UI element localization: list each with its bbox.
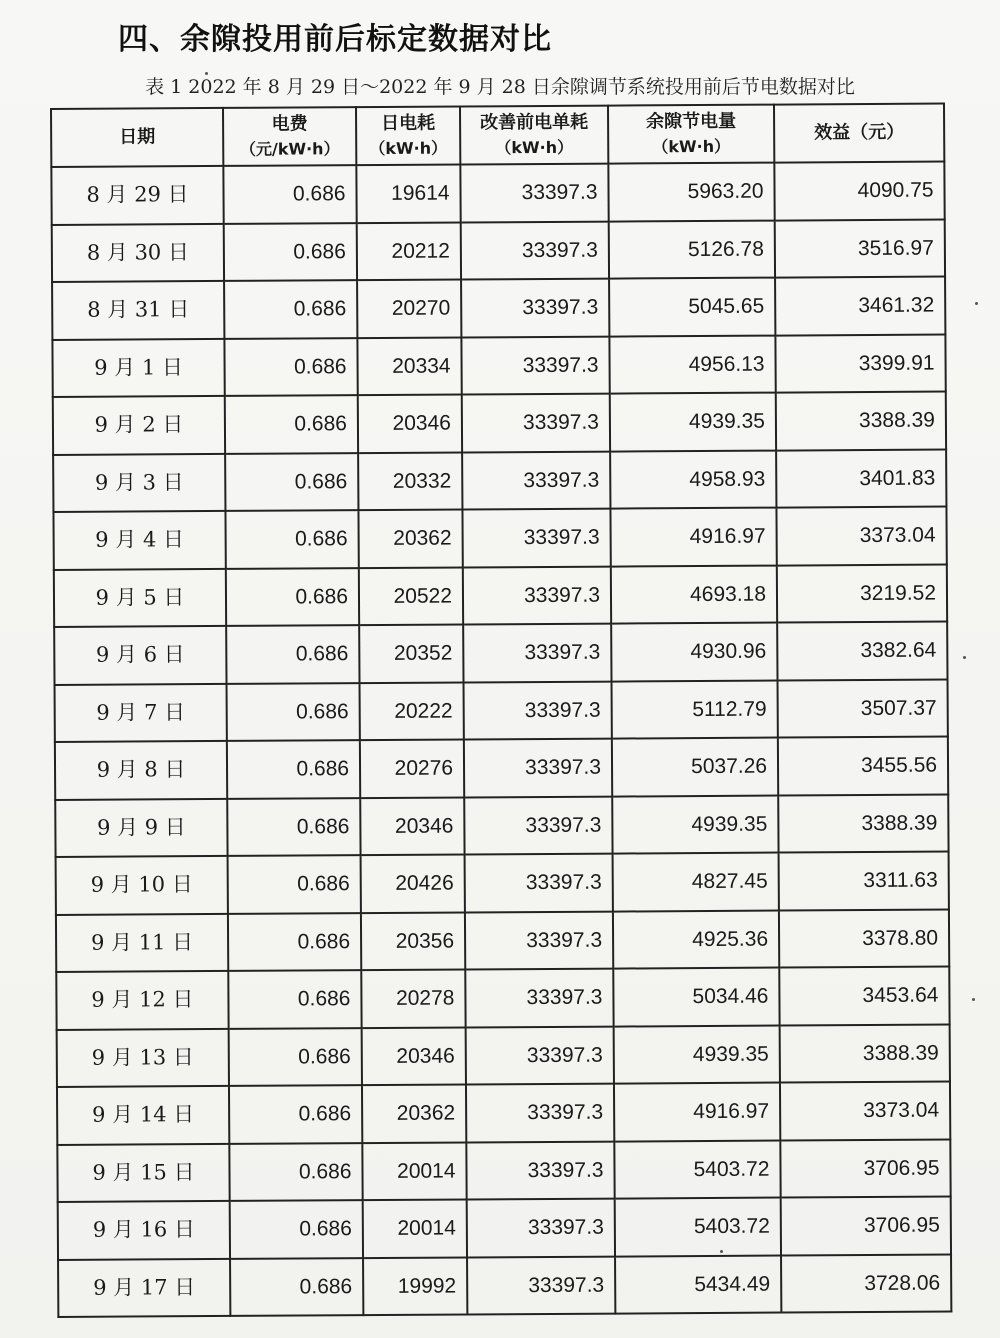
table-row <box>56 967 949 1030</box>
price-cell: 0.686 <box>229 1085 362 1143</box>
price-cell: 0.686 <box>229 1028 362 1086</box>
daily-consumption-cell: 20356 <box>361 912 465 970</box>
daily-consumption-cell: 20014 <box>363 1199 467 1257</box>
savings-cell: 5403.72 <box>615 1198 781 1257</box>
header-unit: （kW·h） <box>369 138 448 159</box>
table-row <box>58 1254 951 1317</box>
daily-consumption-cell: 20014 <box>362 1142 466 1200</box>
price-cell: 0.686 <box>224 280 357 338</box>
benefit-cell: 3399.91 <box>775 334 945 393</box>
baseline-consumption-cell: 33397.3 <box>467 1199 615 1257</box>
daily-consumption-cell: 20362 <box>358 509 462 567</box>
benefit-cell: 3373.04 <box>780 1082 950 1141</box>
daily-consumption-cell: 20276 <box>360 739 464 797</box>
daily-consumption-cell: 20362 <box>362 1084 466 1142</box>
benefit-cell: 3516.97 <box>775 219 945 278</box>
daily-consumption-cell: 20522 <box>359 567 463 625</box>
date-cell: 9 月 17 日 <box>58 1258 230 1317</box>
table-row <box>57 1024 950 1087</box>
price-cell: 0.686 <box>227 683 360 741</box>
header-unit: （kW·h） <box>495 137 574 158</box>
price-cell: 0.686 <box>229 1143 362 1201</box>
baseline-consumption-cell: 33397.3 <box>466 1141 614 1199</box>
price-cell: 0.686 <box>226 625 359 683</box>
baseline-consumption-cell: 33397.3 <box>465 854 613 912</box>
baseline-consumption-cell: 33397.3 <box>464 681 612 739</box>
daily-consumption-cell: 20278 <box>361 969 465 1027</box>
table-row <box>53 392 946 455</box>
speck <box>972 998 975 1001</box>
benefit-cell: 3455.56 <box>778 737 948 796</box>
savings-cell: 4939.35 <box>610 393 776 452</box>
date-cell: 9 月 2 日 <box>53 396 225 455</box>
savings-cell: 4939.35 <box>612 795 778 854</box>
table-row <box>57 1139 950 1202</box>
header-label: 日电耗 <box>381 112 436 134</box>
savings-cell: 5037.26 <box>612 738 778 797</box>
benefit-cell: 3382.64 <box>777 622 947 681</box>
daily-consumption-cell: 20212 <box>357 222 461 280</box>
table-row <box>52 219 945 282</box>
header-label: 改善前电单耗 <box>480 111 589 134</box>
baseline-consumption-cell: 33397.3 <box>465 969 613 1027</box>
header-daily-consumption <box>356 106 460 165</box>
daily-consumption-cell: 20346 <box>358 394 462 452</box>
table-row <box>55 737 948 800</box>
daily-consumption-cell: 20426 <box>361 854 465 912</box>
daily-consumption-cell: 20346 <box>360 797 464 855</box>
savings-cell: 5126.78 <box>609 220 775 279</box>
price-cell: 0.686 <box>228 913 361 971</box>
baseline-consumption-cell: 33397.3 <box>466 1026 614 1084</box>
savings-cell: 5112.79 <box>612 680 778 739</box>
price-cell: 0.686 <box>228 855 361 913</box>
savings-cell: 4930.96 <box>611 623 777 682</box>
price-cell: 0.686 <box>225 510 358 568</box>
savings-cell: 4958.93 <box>610 450 776 509</box>
date-cell: 9 月 9 日 <box>55 798 227 857</box>
date-cell: 9 月 15 日 <box>57 1143 229 1202</box>
header-label: 日期 <box>119 126 156 148</box>
benefit-cell: 3373.04 <box>776 507 946 566</box>
price-cell: 0.686 <box>228 970 361 1028</box>
header-savings <box>608 105 774 164</box>
benefit-cell: 3453.64 <box>779 967 949 1026</box>
date-cell: 9 月 16 日 <box>58 1201 230 1260</box>
baseline-consumption-cell: 33397.3 <box>462 509 610 567</box>
price-cell: 0.686 <box>225 453 358 511</box>
savings-cell: 5034.46 <box>613 968 779 1027</box>
header-date <box>51 108 223 167</box>
savings-cell: 4925.36 <box>613 910 779 969</box>
speck <box>975 302 978 305</box>
benefit-cell: 3378.80 <box>779 909 949 968</box>
savings-cell: 4693.18 <box>611 565 777 624</box>
baseline-consumption-cell: 33397.3 <box>461 279 609 337</box>
date-cell: 9 月 3 日 <box>53 453 225 512</box>
date-cell: 9 月 4 日 <box>53 511 225 570</box>
daily-consumption-cell: 20270 <box>357 279 461 337</box>
baseline-consumption-cell: 33397.3 <box>464 739 612 797</box>
price-cell: 0.686 <box>227 798 360 856</box>
baseline-consumption-cell: 33397.3 <box>465 911 613 969</box>
table-row <box>55 679 948 742</box>
table-row <box>51 162 944 225</box>
benefit-cell: 3388.39 <box>776 392 946 451</box>
daily-consumption-cell: 19614 <box>356 164 460 222</box>
date-cell: 9 月 12 日 <box>56 971 228 1030</box>
date-cell: 8 月 29 日 <box>51 166 223 225</box>
table-row <box>56 852 949 915</box>
date-cell: 8 月 31 日 <box>52 281 224 340</box>
section-heading: 四、余隙投用前后标定数据对比 <box>118 22 552 57</box>
table-caption: 表 1 2022 年 8 月 29 日～2022 年 9 月 28 日余隙调节系统投用前后节电数据对比 <box>145 76 855 98</box>
daily-consumption-cell: 20332 <box>358 452 462 510</box>
table-row <box>52 334 945 397</box>
table-row <box>55 794 948 857</box>
date-cell: 9 月 10 日 <box>56 856 228 915</box>
benefit-cell: 3219.52 <box>777 564 947 623</box>
table-row <box>56 909 949 972</box>
price-cell: 0.686 <box>230 1200 363 1258</box>
date-cell: 9 月 14 日 <box>57 1086 229 1145</box>
header-price <box>223 107 356 166</box>
price-cell: 0.686 <box>224 338 357 396</box>
date-cell: 9 月 13 日 <box>57 1028 229 1087</box>
benefit-cell: 3311.63 <box>779 852 949 911</box>
savings-cell: 5963.20 <box>608 163 774 222</box>
baseline-consumption-cell: 33397.3 <box>461 336 609 394</box>
baseline-consumption-cell: 33397.3 <box>466 1084 614 1142</box>
table-row <box>57 1082 950 1145</box>
header-baseline-consumption <box>460 106 608 165</box>
date-cell: 9 月 5 日 <box>54 568 226 627</box>
date-cell: 9 月 8 日 <box>55 741 227 800</box>
baseline-consumption-cell: 33397.3 <box>467 1256 615 1314</box>
daily-consumption-cell: 20346 <box>362 1027 466 1085</box>
price-cell: 0.686 <box>223 165 356 223</box>
baseline-consumption-cell: 33397.3 <box>463 624 611 682</box>
header-label: 电费 <box>271 113 308 135</box>
benefit-cell: 3388.39 <box>780 1024 950 1083</box>
benefit-cell: 3706.95 <box>781 1197 951 1256</box>
daily-consumption-cell: 20334 <box>357 337 461 395</box>
baseline-consumption-cell: 33397.3 <box>462 394 610 452</box>
savings-cell: 5045.65 <box>609 278 775 337</box>
comparison-table <box>50 103 952 1318</box>
speck <box>720 1250 723 1253</box>
savings-cell: 5434.49 <box>615 1255 781 1314</box>
baseline-consumption-cell: 33397.3 <box>462 451 610 509</box>
savings-cell: 4956.13 <box>609 335 775 394</box>
table-row <box>52 277 945 340</box>
daily-consumption-cell: 20352 <box>359 624 463 682</box>
benefit-cell: 3728.06 <box>781 1254 951 1313</box>
table-body <box>51 162 951 1317</box>
benefit-cell: 3706.95 <box>780 1139 950 1198</box>
date-cell: 9 月 11 日 <box>56 913 228 972</box>
table-row <box>58 1197 951 1260</box>
table-header-row <box>51 104 944 167</box>
table-row <box>54 622 947 685</box>
benefit-cell: 4090.75 <box>774 162 944 221</box>
table-row <box>54 564 947 627</box>
daily-consumption-cell: 20222 <box>360 682 464 740</box>
header-label: 余隙节电量 <box>646 110 737 133</box>
date-cell: 9 月 1 日 <box>52 338 224 397</box>
table-row <box>53 507 946 570</box>
date-cell: 9 月 7 日 <box>55 683 227 742</box>
header-label: 效益（元） <box>814 121 905 144</box>
header-unit: （kW·h） <box>652 136 731 157</box>
savings-cell: 4916.97 <box>614 1083 780 1142</box>
speck <box>963 656 966 659</box>
savings-cell: 4827.45 <box>613 853 779 912</box>
baseline-consumption-cell: 33397.3 <box>461 221 609 279</box>
savings-cell: 4916.97 <box>610 508 776 567</box>
benefit-cell: 3507.37 <box>778 679 948 738</box>
savings-cell: 5403.72 <box>614 1140 780 1199</box>
speck <box>205 72 208 75</box>
baseline-consumption-cell: 33397.3 <box>460 164 608 222</box>
date-cell: 8 月 30 日 <box>52 223 224 282</box>
price-cell: 0.686 <box>225 395 358 453</box>
price-cell: 0.686 <box>230 1258 363 1316</box>
benefit-cell: 3461.32 <box>775 277 945 336</box>
savings-cell: 4939.35 <box>614 1025 780 1084</box>
daily-consumption-cell: 19992 <box>363 1257 467 1315</box>
price-cell: 0.686 <box>224 223 357 281</box>
baseline-consumption-cell: 33397.3 <box>463 566 611 624</box>
header-benefit <box>774 104 944 163</box>
table-row <box>53 449 946 512</box>
benefit-cell: 3388.39 <box>778 794 948 853</box>
date-cell: 9 月 6 日 <box>54 626 226 685</box>
price-cell: 0.686 <box>226 568 359 626</box>
baseline-consumption-cell: 33397.3 <box>464 796 612 854</box>
benefit-cell: 3401.83 <box>776 449 946 508</box>
price-cell: 0.686 <box>227 740 360 798</box>
header-unit: （元/kW·h） <box>239 139 340 159</box>
